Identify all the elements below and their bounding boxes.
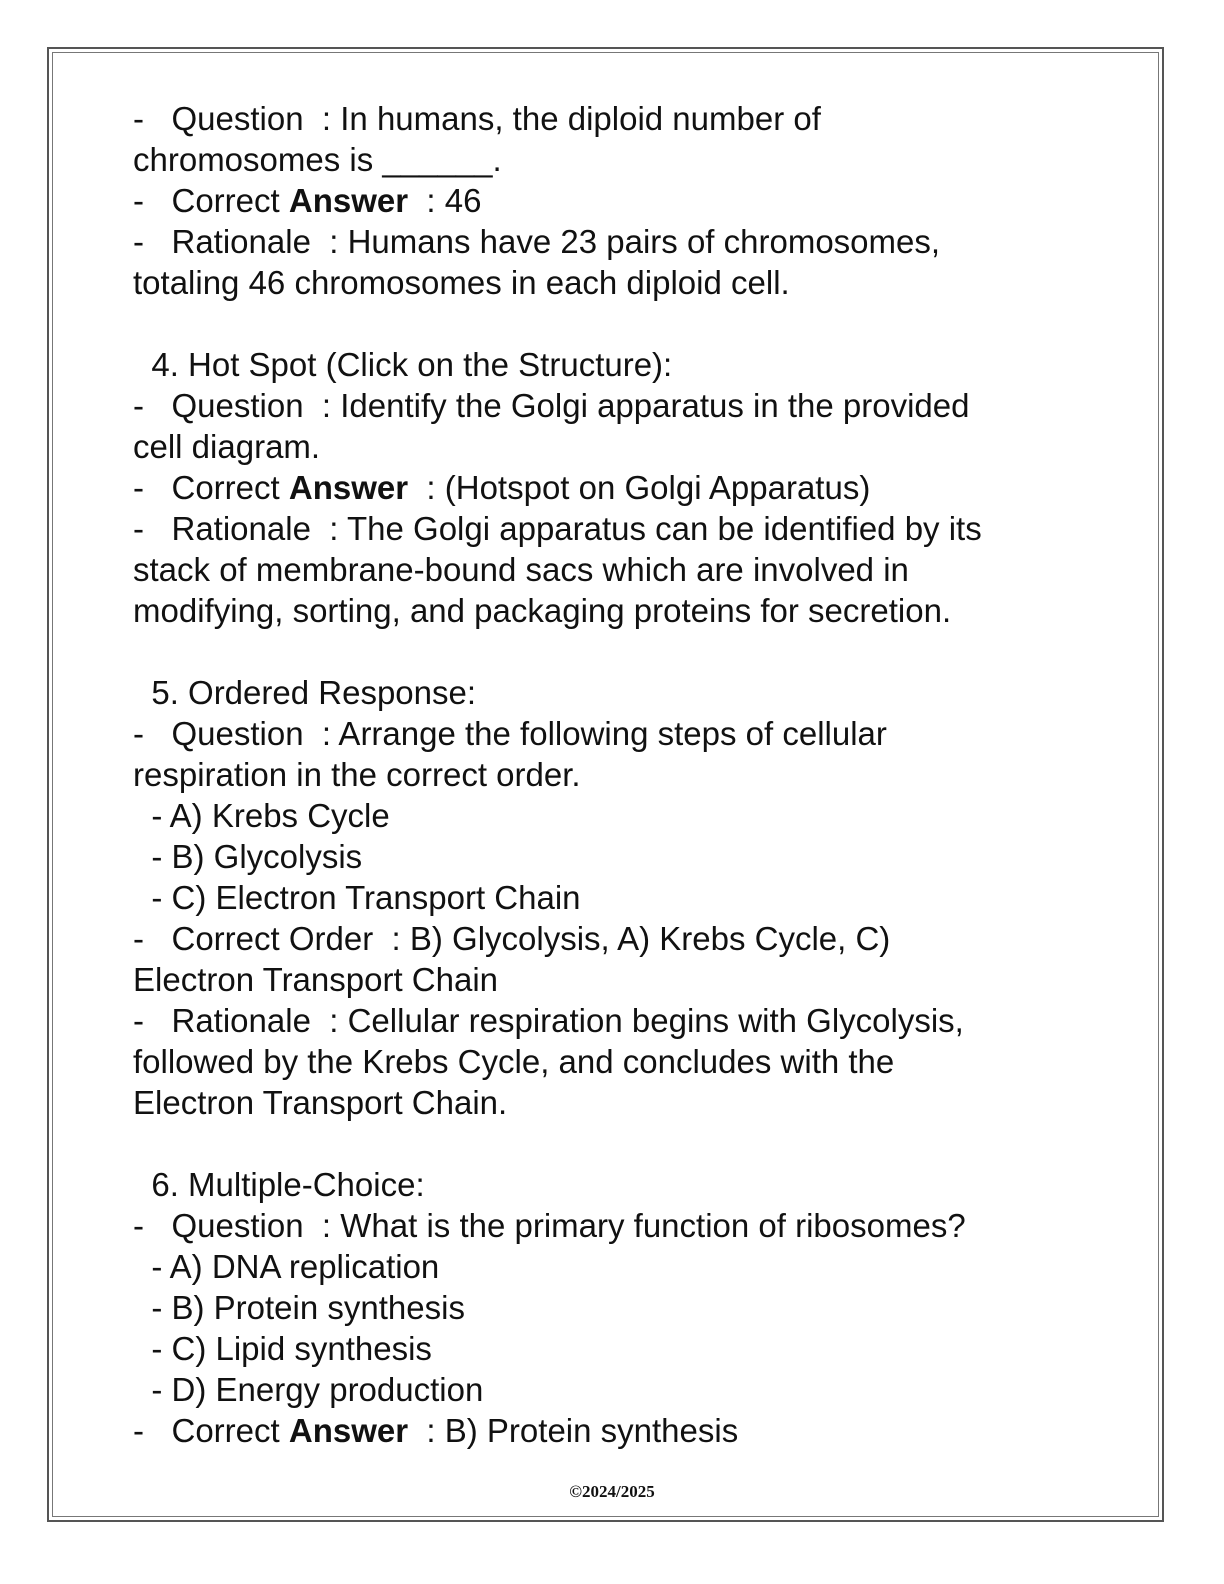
text-line bbox=[133, 1082, 1093, 1123]
blank-line bbox=[133, 303, 1093, 344]
blank-line bbox=[133, 631, 1093, 672]
line-text: - A) DNA replication bbox=[133, 1248, 440, 1285]
line-text: chromosomes is ______. bbox=[133, 141, 502, 178]
text-line bbox=[133, 139, 1093, 180]
line-text: - D) Energy production bbox=[133, 1371, 484, 1408]
line-text: cell diagram. bbox=[133, 428, 321, 465]
text-line bbox=[133, 918, 1093, 959]
text-line bbox=[133, 795, 1093, 836]
line-text: - Rationale : Humans have 23 pairs of chromosomes, bbox=[133, 223, 941, 260]
document-body bbox=[133, 98, 1093, 1451]
copyright-footer: ©2024/2025 bbox=[569, 1482, 655, 1501]
text-line bbox=[133, 1164, 1093, 1205]
line-text-after: : 46 bbox=[408, 182, 482, 219]
line-text: - Question : Arrange the following steps of cellular bbox=[133, 715, 887, 752]
text-line bbox=[133, 426, 1093, 467]
line-text: - Correct bbox=[133, 469, 289, 506]
line-text: - Question : What is the primary function of ribosomes? bbox=[133, 1207, 966, 1244]
text-line bbox=[133, 959, 1093, 1000]
text-line bbox=[133, 672, 1093, 713]
answer-keyword: Answer bbox=[288, 469, 409, 506]
text-line bbox=[133, 180, 1093, 221]
line-text: Electron Transport Chain. bbox=[133, 1084, 508, 1121]
text-line bbox=[133, 549, 1093, 590]
text-line bbox=[133, 713, 1093, 754]
line-text: 6. Multiple-Choice: bbox=[133, 1166, 425, 1203]
text-line bbox=[133, 467, 1093, 508]
line-text: - C) Lipid synthesis bbox=[133, 1330, 432, 1367]
line-text: - C) Electron Transport Chain bbox=[133, 879, 581, 916]
text-line bbox=[133, 385, 1093, 426]
line-text: - Correct bbox=[133, 1412, 289, 1449]
text-line bbox=[133, 836, 1093, 877]
line-text: - Correct bbox=[133, 182, 289, 219]
text-line bbox=[133, 344, 1093, 385]
line-text: Electron Transport Chain bbox=[133, 961, 499, 998]
text-line bbox=[133, 1410, 1093, 1451]
answer-keyword: Answer bbox=[288, 1412, 409, 1449]
text-line bbox=[133, 508, 1093, 549]
text-line bbox=[133, 754, 1093, 795]
text-line bbox=[133, 1328, 1093, 1369]
text-line bbox=[133, 221, 1093, 262]
line-text: - B) Protein synthesis bbox=[133, 1289, 465, 1326]
line-text: - Question : Identify the Golgi apparatus in the provided bbox=[133, 387, 970, 424]
line-text: totaling 46 chromosomes in each diploid cell. bbox=[133, 264, 790, 301]
line-text: - B) Glycolysis bbox=[133, 838, 363, 875]
line-text: - Rationale : The Golgi apparatus can be identified by its bbox=[133, 510, 982, 547]
line-text: - Rationale : Cellular respiration begins with Glycolysis, bbox=[133, 1002, 964, 1039]
line-text: - Question : In humans, the diploid number of bbox=[133, 100, 821, 137]
line-text-after: : B) Protein synthesis bbox=[408, 1412, 739, 1449]
text-line bbox=[133, 98, 1093, 139]
line-text: respiration in the correct order. bbox=[133, 756, 581, 793]
text-line bbox=[133, 1287, 1093, 1328]
line-text: - A) Krebs Cycle bbox=[133, 797, 390, 834]
text-line bbox=[133, 877, 1093, 918]
text-line bbox=[133, 1205, 1093, 1246]
line-text: followed by the Krebs Cycle, and concludes with the bbox=[133, 1043, 895, 1080]
line-text: stack of membrane-bound sacs which are involved in bbox=[133, 551, 909, 588]
line-text: modifying, sorting, and packaging proteins for secretion. bbox=[133, 592, 952, 629]
text-line bbox=[133, 1369, 1093, 1410]
answer-keyword: Answer bbox=[288, 182, 409, 219]
line-text: 4. Hot Spot (Click on the Structure): bbox=[133, 346, 673, 383]
text-line bbox=[133, 1000, 1093, 1041]
line-text-after: : (Hotspot on Golgi Apparatus) bbox=[408, 469, 871, 506]
text-line bbox=[133, 1041, 1093, 1082]
text-line bbox=[133, 1246, 1093, 1287]
line-text: 5. Ordered Response: bbox=[133, 674, 477, 711]
text-line bbox=[133, 590, 1093, 631]
line-text: - Correct Order : B) Glycolysis, A) Krebs Cycle, C) bbox=[133, 920, 891, 957]
blank-line bbox=[133, 1123, 1093, 1164]
text-line bbox=[133, 262, 1093, 303]
